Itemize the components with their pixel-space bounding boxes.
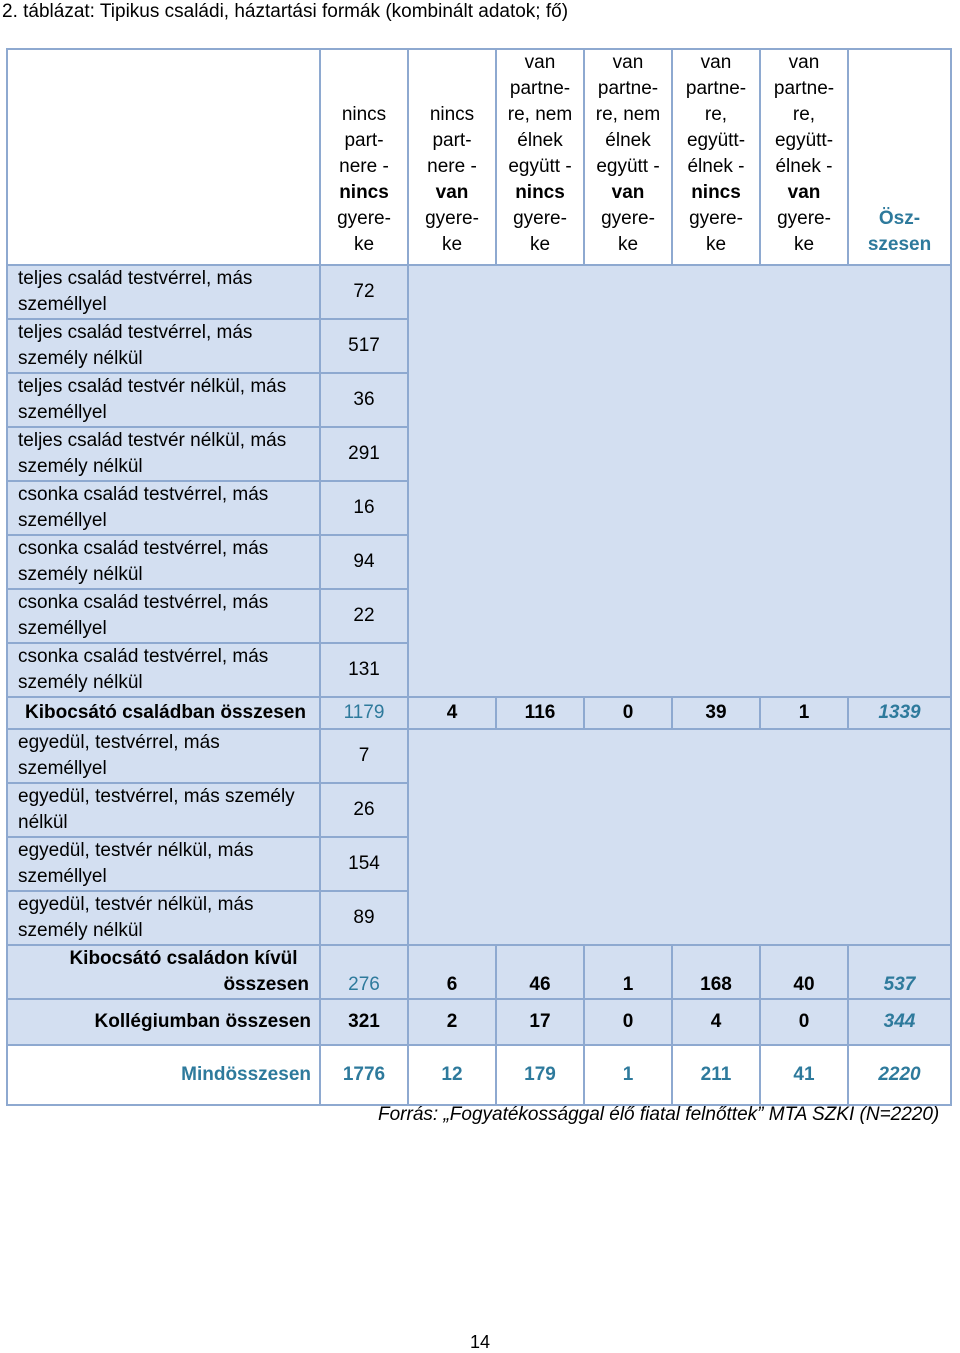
empty-block [408, 729, 951, 945]
subtotal-total: 537 [848, 945, 951, 999]
table-title: 2. táblázat: Tipikus családi, háztartási formák (kombinált adatok; fő) [2, 1, 569, 22]
grand-total-value: 179 [496, 1045, 584, 1105]
empty-block [408, 265, 951, 697]
subtotal-total: 1339 [848, 697, 951, 729]
col-header-4: van partne- re, nem élnek együtt - van gyere- ke [584, 49, 672, 265]
source-note: Forrás: „Fogyatékossággal élő fiatal felnőttek” MTA SZKI (N=2220) [378, 1104, 940, 1125]
row-value: 7 [320, 729, 408, 783]
row-value: 94 [320, 535, 408, 589]
dorm-total-row [7, 999, 951, 1045]
row-label: egyedül, testvérrel, más személy nélkül [7, 783, 320, 837]
subtotal-value: 1 [584, 945, 672, 999]
col-header-6: van partne- re, együtt- élnek - van gyere- ke [760, 49, 848, 265]
table-row [7, 729, 951, 783]
dorm-value: 4 [672, 999, 760, 1045]
subtotal-value: 168 [672, 945, 760, 999]
grand-total-value: 1 [584, 1045, 672, 1105]
household-forms-table [6, 48, 952, 1106]
subtotal-value: 6 [408, 945, 496, 999]
grand-total-value: 211 [672, 1045, 760, 1105]
row-label: csonka család testvérrel, más személy nélkül [7, 643, 320, 697]
subtotal-value: 46 [496, 945, 584, 999]
row-value: 16 [320, 481, 408, 535]
grand-total-value: 12 [408, 1045, 496, 1105]
subtotal-value: 4 [408, 697, 496, 729]
col-header-2: nincs part- nere - van gyere- ke [408, 49, 496, 265]
row-label: egyedül, testvérrel, más személlyel [7, 729, 320, 783]
dorm-value: 0 [760, 999, 848, 1045]
subtotal-value: 116 [496, 697, 584, 729]
header-empty-cell [7, 49, 320, 265]
dorm-label: Kollégiumban összesen [7, 999, 320, 1045]
table-row [7, 265, 951, 319]
grand-total-value: 1776 [320, 1045, 408, 1105]
dorm-value: 321 [320, 999, 408, 1045]
page-number: 14 [470, 1332, 491, 1352]
grand-total-row [7, 1045, 951, 1105]
subtotal-row-family [7, 697, 951, 729]
grand-total-sum: 2220 [848, 1045, 951, 1105]
dorm-value: 0 [584, 999, 672, 1045]
col-header-3: van partne- re, nem élnek együtt - nincs gyere- ke [496, 49, 584, 265]
grand-total-value: 41 [760, 1045, 848, 1105]
row-label: egyedül, testvér nélkül, más személy nélkül [7, 891, 320, 945]
row-label: egyedül, testvér nélkül, más személlyel [7, 837, 320, 891]
row-value: 22 [320, 589, 408, 643]
row-value: 517 [320, 319, 408, 373]
row-label: teljes család testvérrel, más személy nélkül [7, 319, 320, 373]
subtotal-value: 1179 [320, 697, 408, 729]
subtotal-value: 276 [320, 945, 408, 999]
subtotal-label: Kibocsátó családban összesen [7, 697, 320, 729]
col-header-total: Ösz- szesen [848, 49, 951, 265]
row-value: 291 [320, 427, 408, 481]
subtotal-value: 39 [672, 697, 760, 729]
grand-total-label: Mindösszesen [7, 1045, 320, 1105]
row-label: teljes család testvérrel, más személlyel [7, 265, 320, 319]
row-value: 131 [320, 643, 408, 697]
dorm-total: 344 [848, 999, 951, 1045]
row-value: 89 [320, 891, 408, 945]
col-header-1: nincs part- nere - nincs gyere- ke [320, 49, 408, 265]
row-label: csonka család testvérrel, más személlyel [7, 589, 320, 643]
row-label: csonka család testvérrel, más személy nélkül [7, 535, 320, 589]
row-label: teljes család testvér nélkül, más személy nélkül [7, 427, 320, 481]
row-value: 26 [320, 783, 408, 837]
subtotal-label: Kibocsátó családon kívül összesen [7, 945, 320, 999]
subtotal-row-outside [7, 945, 951, 999]
row-label: teljes család testvér nélkül, más személlyel [7, 373, 320, 427]
dorm-value: 17 [496, 999, 584, 1045]
row-value: 154 [320, 837, 408, 891]
row-value: 72 [320, 265, 408, 319]
row-label: csonka család testvérrel, más személlyel [7, 481, 320, 535]
col-header-5: van partne- re, együtt- élnek - nincs gyere- ke [672, 49, 760, 265]
header-row [7, 49, 951, 265]
subtotal-value: 1 [760, 697, 848, 729]
row-value: 36 [320, 373, 408, 427]
subtotal-value: 0 [584, 697, 672, 729]
dorm-value: 2 [408, 999, 496, 1045]
subtotal-value: 40 [760, 945, 848, 999]
